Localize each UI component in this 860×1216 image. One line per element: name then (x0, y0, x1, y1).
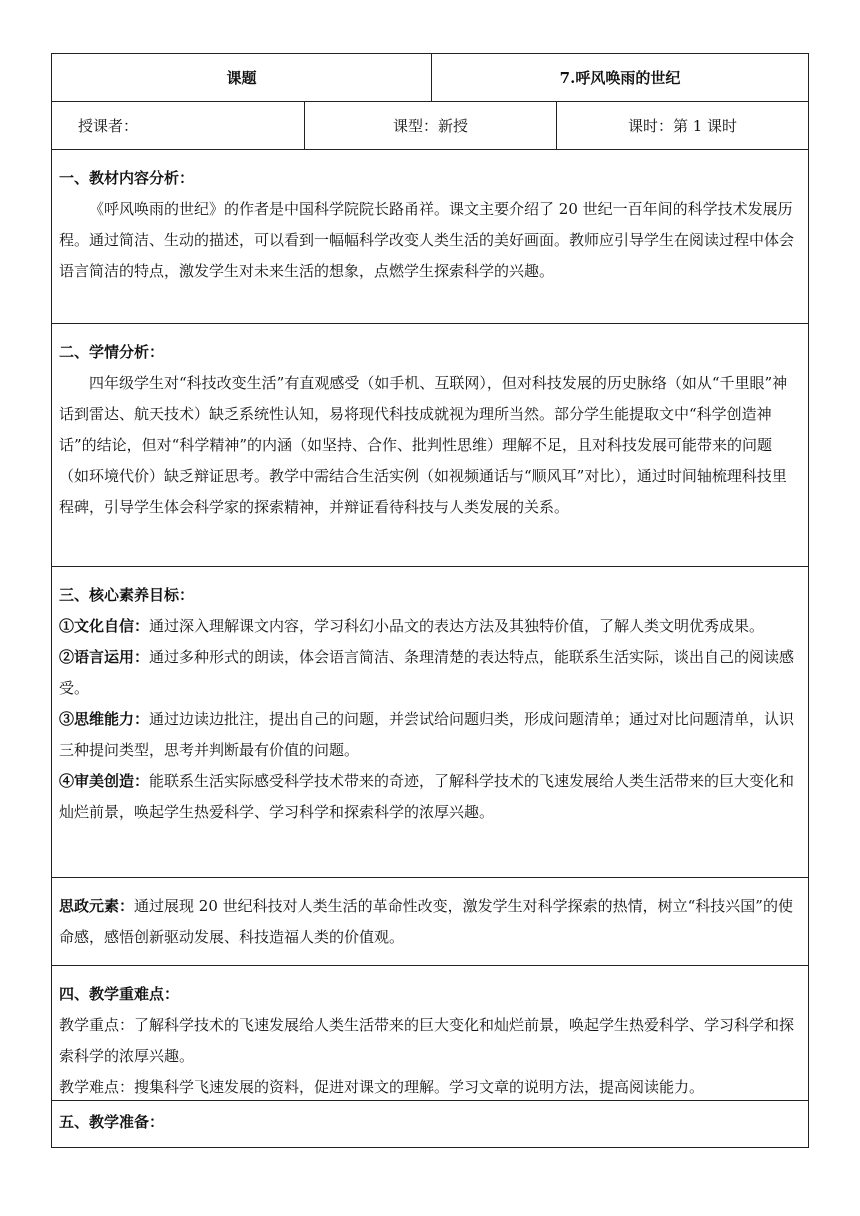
goal-text: 通过边读边批注，提出自己的问题，并尝试给问题归类，形成问题清单；通过对比问题清单，认识三种提问类型，思考并判断最有价值的问题。 (59, 710, 795, 759)
topic-value: 7.呼风唤雨的世纪 (431, 54, 808, 101)
goal-text: 能联系生活实际感受科学技术带来的奇迹，了解科学技术的飞速发展给人类生活带来的巨大变化和灿烂前景，唤起学生热爱科学、学习科学和探索科学的浓厚兴趣。 (59, 772, 795, 821)
goal-item (59, 611, 801, 642)
keypoints-row (52, 966, 808, 1101)
preparation-row (52, 1101, 808, 1147)
core-goals-row (52, 567, 808, 878)
preparation-heading: 五、教学准备： (59, 1113, 165, 1131)
teaching-focus: 教学重点：了解科学技术的飞速发展给人类生活带来的巨大变化和灿烂前景，唤起学生热爱科学、学习科学和探索科学的浓厚兴趣。 (59, 1016, 795, 1065)
info-row (52, 102, 808, 150)
goal-text: 通过多种形式的朗读，体会语言简洁、条理清楚的表达特点，能联系生活实际，谈出自己的阅读感受。 (59, 648, 795, 697)
goal-label: ③思维能力： (59, 710, 150, 728)
topic-label: 课题 (226, 69, 257, 87)
ideology-section (52, 878, 808, 965)
textbook-heading: 一、教材内容分析： (59, 169, 195, 187)
goal-label: ④审美创造： (59, 772, 150, 790)
textbook-analysis-row (52, 150, 808, 324)
learner-analysis-row (52, 324, 808, 567)
learner-analysis-section (52, 324, 808, 566)
keypoints-heading: 四、教学重难点： (59, 985, 180, 1003)
keypoints-section (52, 966, 808, 1100)
learners-heading: 二、学情分析： (59, 343, 165, 361)
textbook-analysis-section (52, 150, 808, 323)
teacher-label: 授课者： (78, 117, 139, 135)
textbook-body: 《呼风唤雨的世纪》的作者是中国科学院院长路甬祥。课文主要介绍了 20 世纪一百年间的科学技术发展历程。通过简洁、生动的描述，可以看到一幅幅科学改变人类生活的美好画面。教师应引导学生在阅读过程中体会语言简洁的特点，激发学生对未来生活的想象，点燃学生探索科学的兴趣。 (59, 200, 795, 280)
teaching-difficulty: 教学难点：搜集科学飞速发展的资料，促进对课文的理解。学习文章的说明方法，提高阅读能力。 (59, 1078, 705, 1096)
goal-text: 通过深入理解课文内容，学习科幻小品文的表达方法及其独特价值，了解人类文明优秀成果。 (149, 617, 765, 635)
lesson-time: 课时：第 1 课时 (556, 102, 808, 149)
preparation-section (52, 1101, 808, 1147)
ideology-label: 思政元素： (59, 897, 135, 915)
goals-heading: 三、核心素养目标： (59, 586, 195, 604)
goal-item (59, 642, 801, 704)
goal-label: ②语言运用： (59, 648, 150, 666)
learners-body: 四年级学生对“科技改变生活”有直观感受（如手机、互联网），但对科技发展的历史脉络（如从“千里眼”神话到雷达、航天技术）缺乏系统性认知，易将现代科技成就视为理所当然。部分学生能提取文中“科学创造神话”的结论，但对“科学精神”的内涵（如坚持、合作、批判性思维）理解不足，且对科技发展可能带来的问题（如环境代价）缺乏辩证思考。教学中需结合生活实例（如视频通话与“顺风耳”对比），通过时间轴梳理科技里程碑，引导学生体会科学家的探索精神，并辩证看待科技与人类发展的关系。 (59, 374, 788, 516)
core-goals-section (52, 567, 808, 877)
goal-label: ①文化自信： (59, 617, 150, 635)
lesson-type: 课型：新授 (304, 102, 556, 149)
title-row (52, 54, 808, 102)
ideology-row (52, 878, 808, 966)
goal-item (59, 704, 801, 766)
ideology-text: 通过展现 20 世纪科技对人类生活的革命性改变，激发学生对科学探索的热情，树立“科技兴国”的使命感，感悟创新驱动发展、科技造福人类的价值观。 (59, 897, 793, 946)
lesson-plan-table (51, 53, 809, 1148)
goal-item (59, 766, 801, 828)
ideology-paragraph (59, 891, 801, 953)
